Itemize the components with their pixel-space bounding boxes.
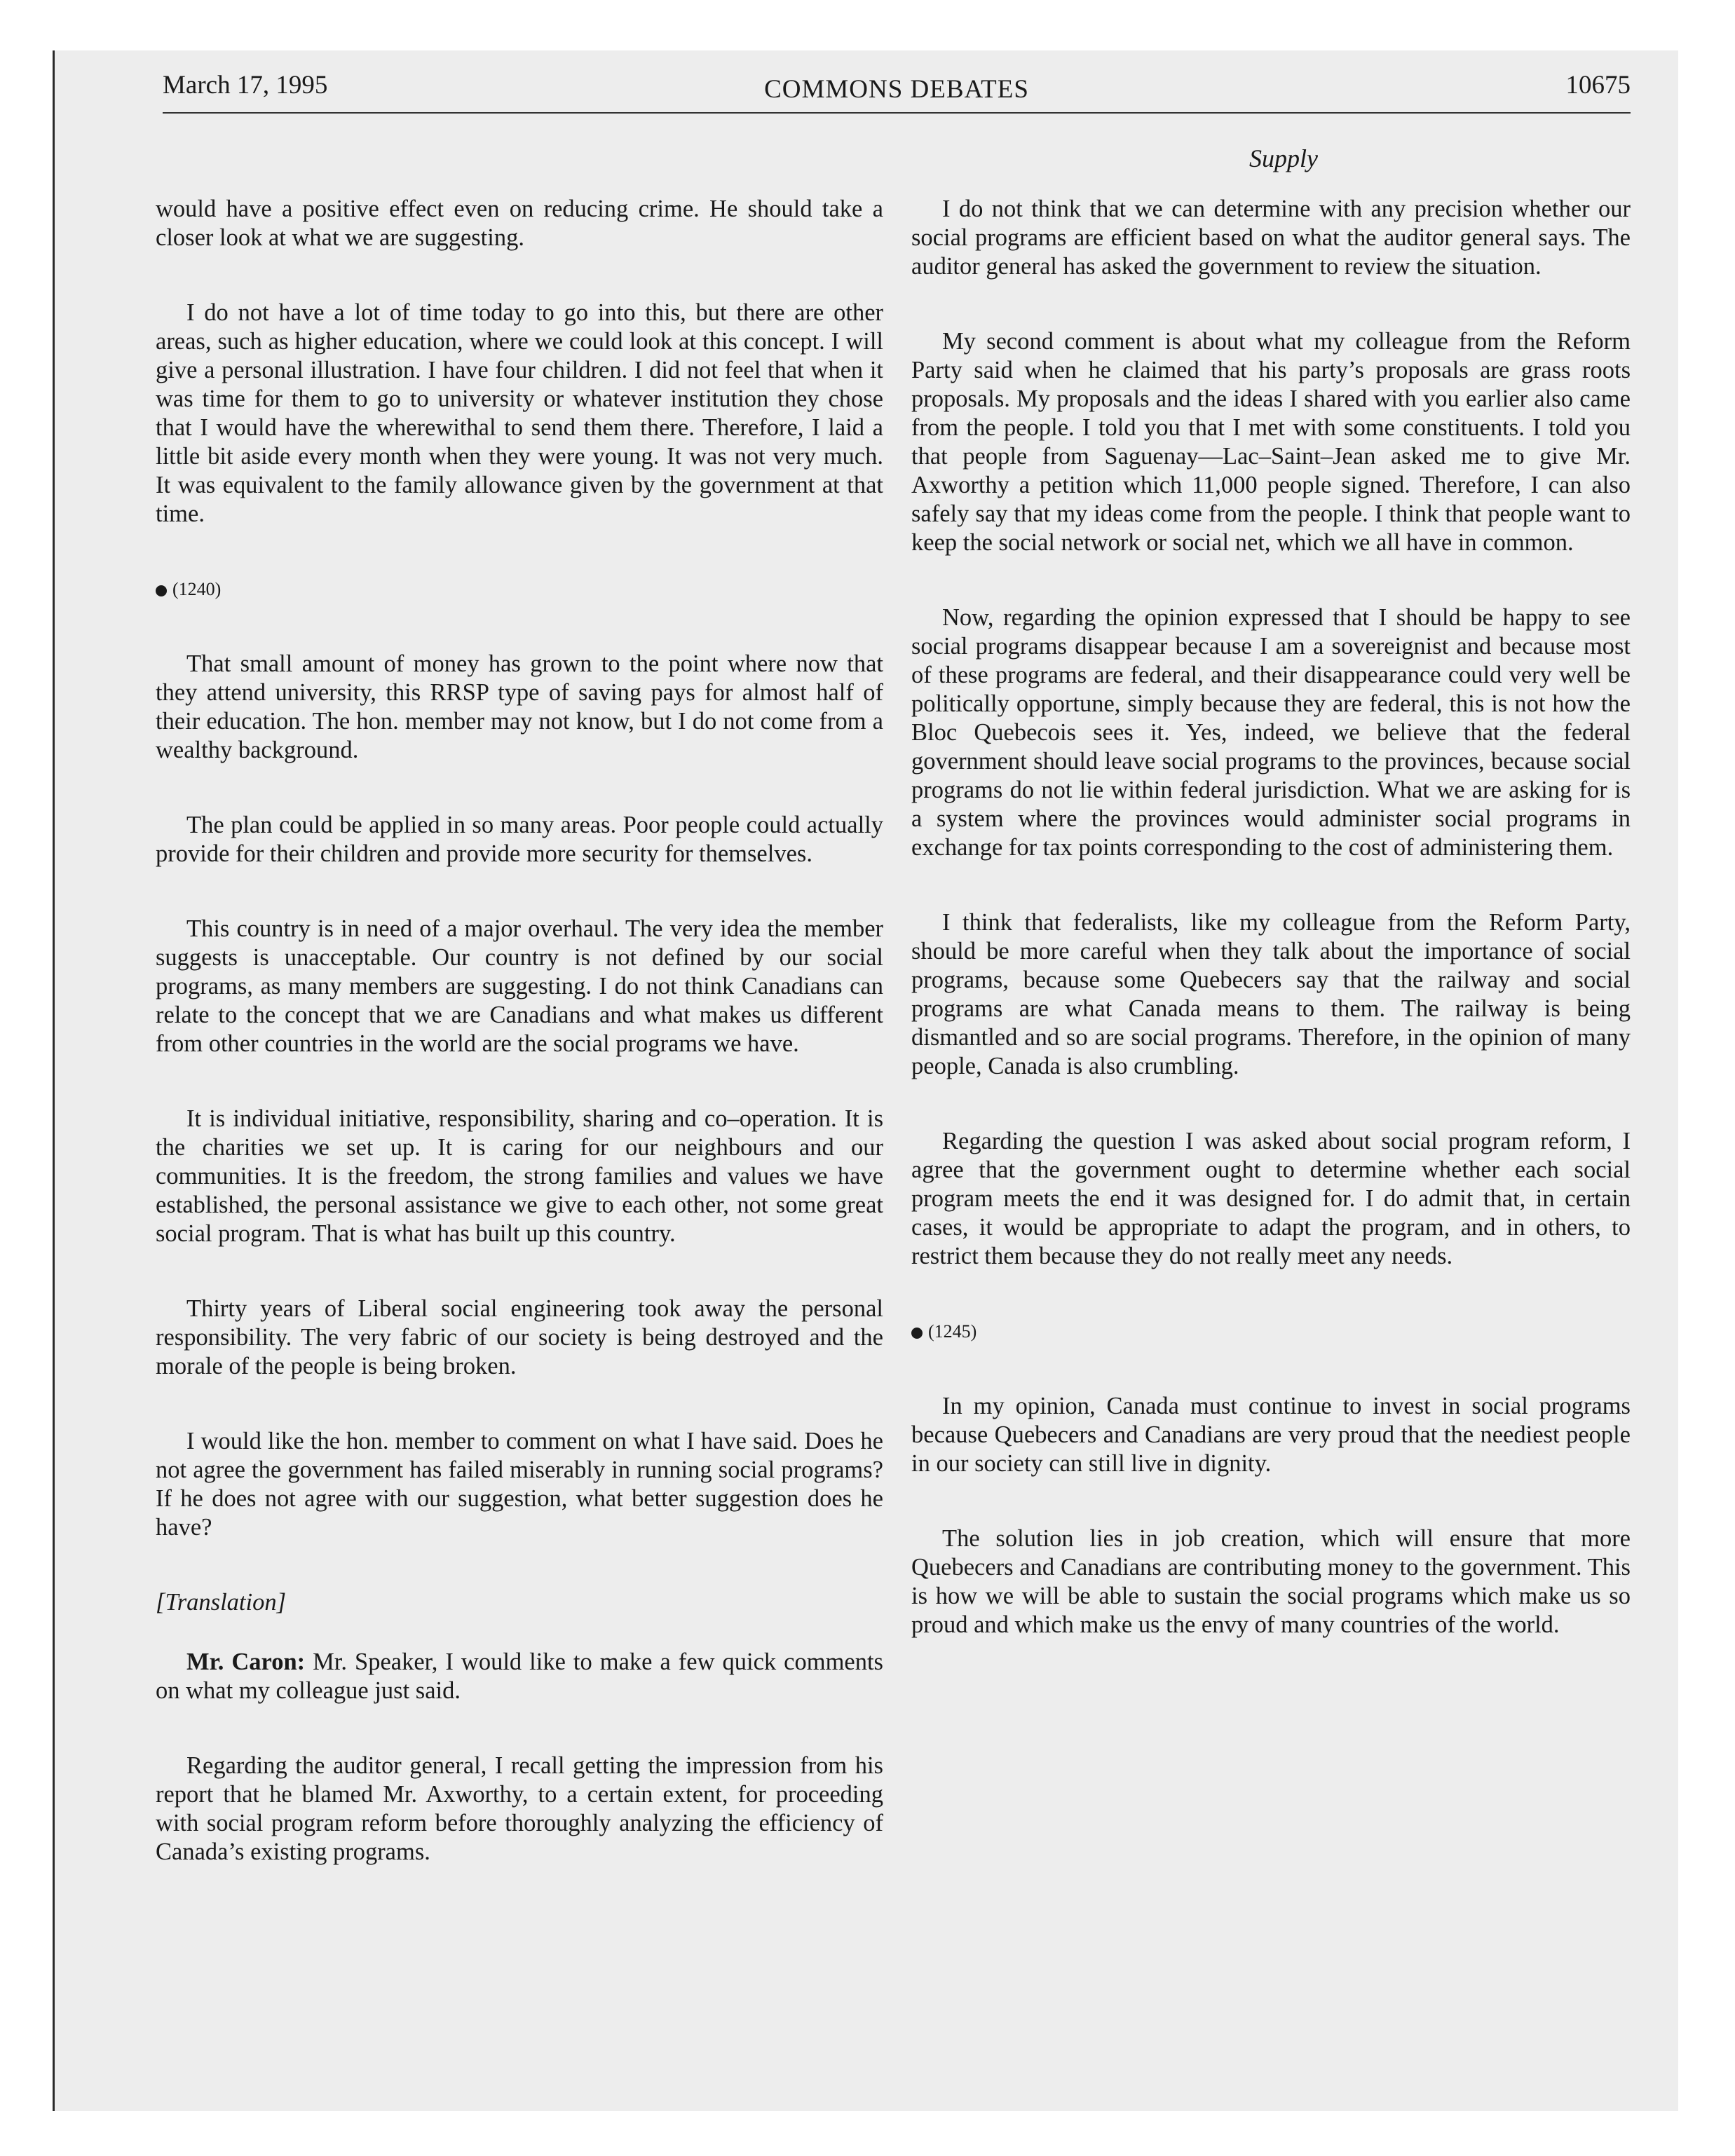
left-paragraph-4: The plan could be applied in so many areas. Poor people could actually provide for their children and provide more security for themselves. [156,812,883,867]
left-paragraph-10: Regarding the auditor general, I recall getting the impression from his report that he blamed Mr. Axworthy, to a certain extent, for proceeding with social program reform before thoroughly analyzing the efficiency of Canada’s existing programs. [156,1752,883,1865]
right-paragraph-1: I do not think that we can determine with any precision whether our social programs are efficient based on what the auditor general says. The auditor general has asked the government to review the situation. [911,196,1631,280]
time-marker-1245 [911,1317,1631,1346]
left-paragraph-1: would have a positive effect even on reducing crime. He should take a closer look at what we are suggesting. [156,196,883,251]
left-paragraph-8: I would like the hon. member to comment on what I have said. Does he not agree the government has failed miserably in running social programs? If he does not agree with our suggestion, what better suggestion does he have? [156,1428,883,1541]
left-paragraph-2: I do not have a lot of time today to go into this, but there are other areas, such as higher education, where we could look at this concept. I will give a personal illustration. I have four children. I did not feel that when it was time for them to go to university or whatever institution they chose that I would have the wherewithal to send them there. Therefore, I laid a little bit aside every month when they were young. It was not very much. It was equivalent to the family allowance given by the government at that time. [156,299,883,527]
right-paragraph-4: I think that federalists, like my colleague from the Reform Party, should be more careful when they talk about the importance of social programs, because some Quebecers say that the railway and social programs are what Canada means to them. The railway is being dismantled and so are social programs. Therefore, in the opinion of many people, Canada is also crumbling. [911,909,1631,1079]
header-title: COMMONS DEBATES [764,75,1029,104]
bullet-icon [156,585,167,596]
speaker-name: Mr. Caron: [186,1649,306,1675]
section-label: Supply [1249,144,1318,172]
time-marker-1240 [156,575,883,603]
left-paragraph-9 [156,1648,883,1705]
time-marker-label: (1240) [172,579,222,599]
left-paragraph-5: This country is in need of a major overhaul. The very idea the member suggests is unacceptable. Our country is not defined by our social programs, as many members are suggesting. I do not think Canadians can relate to the concept that we are Canadians and what makes us different from other countries in the world are the social programs we have. [156,915,883,1057]
right-paragraph-5: Regarding the question I was asked about social program reform, I agree that the government ought to determine whether each social program meets the end it was designed for. I do admit that, in certain cases, it would be appropriate to adapt the program, and in others, to restrict them because they do not really meet any needs. [911,1128,1631,1269]
header-date: March 17, 1995 [163,71,328,100]
left-paragraph-7: Thirty years of Liberal social engineering took away the personal responsibility. The very fabric of our society is being destroyed and the morale of the people is being broken. [156,1295,883,1379]
right-paragraph-3: Now, regarding the opinion expressed that I should be happy to see social programs disappear because I am a sovereignist and because most of these programs are federal, and their disappearance could very well be politically opportune, simply because they are federal, this is not how the Bloc Quebecois sees it. Yes, indeed, we believe that the federal government should leave social programs to the provinces, because social programs do not lie within federal jurisdiction. What we are asking for is a system where the provinces would administer social programs in exchange for tax points corresponding to the cost of administering them. [911,604,1631,861]
speaker-remarks: Mr. Speaker, I would like to make a few quick comments on what my colleague just said. [156,1649,883,1704]
translation-note [156,1588,883,1617]
time-marker-label: (1245) [928,1321,977,1342]
left-column [156,195,883,1913]
translation-bracket-open: [ [156,1589,165,1616]
page-header [163,70,1631,114]
header-rule [163,112,1631,114]
bullet-icon [911,1328,923,1339]
left-paragraph-6: It is individual initiative, responsibility, sharing and co–operation. It is the charities we set up. It is caring for our neighbours and our communities. It is the freedom, the strong families and values we have established, the personal assistance we give to each other, not some great social program. That is what has built up this country. [156,1105,883,1247]
right-paragraph-2: My second comment is about what my colleague from the Reform Party said when he claimed that his party’s proposals are grass roots proposals. My proposals and the ideas I shared with you earlier also came from the people. I told you that I met with some constituents. I told you that people from Saguenay—Lac–Saint–Jean asked me to give Mr. Axworthy a petition which 11,000 people signed. Therefore, I can also safely say that my ideas come from the people. I think that people want to keep the social network or social net, which we all have in common. [911,328,1631,556]
translation-word: Translation [165,1589,277,1616]
right-paragraph-6: In my opinion, Canada must continue to invest in social programs because Quebecers and Canadians are very proud that the neediest people in our society can still live in dignity. [911,1393,1631,1477]
header-page-number: 10675 [1565,71,1631,100]
right-paragraph-7: The solution lies in job creation, which will ensure that more Quebecers and Canadians are contributing money to the government. This is how we will be able to sustain the social programs which make us so proud and which make us the envy of many countries of the world. [911,1525,1631,1638]
translation-bracket-close: ] [276,1589,287,1616]
right-column [911,195,1631,1686]
left-paragraph-3: That small amount of money has grown to the point where now that they attend university, this RRSP type of saving pays for almost half of their education. The hon. member may not know, but I do not come from a wealthy background. [156,650,883,763]
